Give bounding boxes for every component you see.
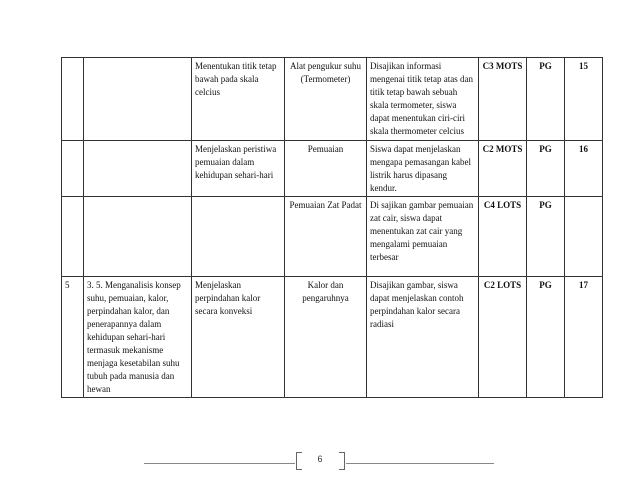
level-cell: C2 LOTS	[479, 277, 527, 398]
kompetensi-dasar-cell	[84, 58, 192, 141]
materi-cell: Kalor dan pengaruhnya	[285, 277, 367, 398]
materi-cell: Pemuaian	[285, 141, 367, 197]
indikator-soal-cell: Siswa dapat menjelaskan mengapa pemasangan kabel listrik harus dipasang kendur.	[367, 141, 479, 197]
footer-rule-right	[346, 463, 494, 464]
level-cell: C2 MOTS	[479, 141, 527, 197]
page-number: 6	[317, 454, 323, 464]
table-row	[62, 141, 603, 197]
table-row	[62, 58, 603, 141]
table-row	[62, 277, 603, 398]
footer-rule-left	[144, 463, 295, 464]
kompetensi-dasar-cell	[84, 197, 192, 277]
materi-cell: Pemuaian Zat Padat	[285, 197, 367, 277]
bentuk-soal-cell: PG	[527, 197, 565, 277]
no-cell	[62, 197, 84, 277]
no-cell	[62, 141, 84, 197]
indikator-soal-cell: Disajikan gambar, siswa dapat menjelaskan contoh perpindahan kalor secara radiasi	[367, 277, 479, 398]
indikator-cell: Menjelaskan perpindahan kalor secara konveksi	[192, 277, 285, 398]
materi-cell: Alat pengukur suhu (Termometer)	[285, 58, 367, 141]
bentuk-soal-cell: PG	[527, 141, 565, 197]
nomor-soal-cell: 15	[565, 58, 603, 141]
bentuk-soal-cell: PG	[527, 58, 565, 141]
right-bracket	[339, 452, 345, 470]
indikator-cell: Menjelaskan peristiwa pemuaian dalam kehidupan sehari-hari	[192, 141, 285, 197]
bentuk-soal-cell: PG	[527, 277, 565, 398]
level-cell: C3 MOTS	[479, 58, 527, 141]
kisi-kisi-table	[61, 57, 603, 398]
nomor-soal-cell: 17	[565, 277, 603, 398]
indikator-soal-cell: Disajikan informasi mengenai titik tetap atas dan titik tetap bawah sebuah skala termometer, siswa dapat menentukan ciri-ciri skala thermometer celcius	[367, 58, 479, 141]
nomor-soal-cell: 16	[565, 141, 603, 197]
indikator-soal-cell: Di sajikan gambar pemuaian zat cair, siswa dapat menentukan zat cair yang mengalami pemuaian terbesar	[367, 197, 479, 277]
kompetensi-dasar-cell: 3. 5. Menganalisis konsep suhu, pemuaian, kalor, perpindahan kalor, dan penerapannya dalam kehidupan sehari-hari termasuk mekanisme menjaga kesetabilan suhu tubuh pada manusia dan hewan	[84, 277, 192, 398]
indikator-cell	[192, 197, 285, 277]
table-row	[62, 197, 603, 277]
kompetensi-dasar-cell	[84, 141, 192, 197]
indikator-cell: Menentukan titik tetap bawah pada skala celcius	[192, 58, 285, 141]
page-footer	[0, 452, 638, 472]
level-cell: C4 LOTS	[479, 197, 527, 277]
no-cell	[62, 58, 84, 141]
no-cell: 5	[62, 277, 84, 398]
nomor-soal-cell	[565, 197, 603, 277]
